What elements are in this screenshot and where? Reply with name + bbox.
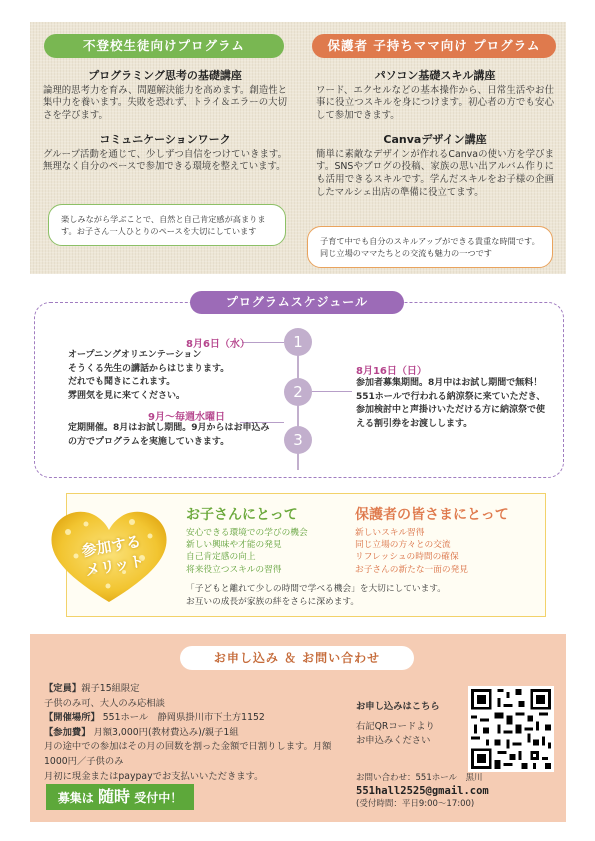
programming-course-text: 論理的思考力を育み、問題解決能力を高めます。創造性と集中力を養います。失敗を恐れず、トライ＆エラーの大切さを学びます。 <box>43 84 287 122</box>
orientation-text: オープニングオリエンテーション そうくる先生の講話からはじまります。 だれでも聞きにこれます。 雰囲気を見に来てください。 <box>68 350 230 401</box>
venue-value: 551ホール 静岡県掛川市下土方1152 <box>99 712 265 724</box>
schedule-title: プログラムスケジュール <box>190 291 404 314</box>
programming-course-title: プログラミング思考の基礎講座 <box>88 69 242 82</box>
recruit-text-a: 募集は <box>57 791 94 805</box>
date-aug-16: 8月16日（日） <box>356 366 427 377</box>
students-program-pill: 不登校生徒向けプログラム <box>44 34 284 58</box>
capacity-sub: 子供のみ可、大人のみ応相談 <box>44 697 165 709</box>
capacity-value: 親子15組限定 <box>81 683 140 694</box>
event-details <box>44 682 334 784</box>
venue-label: 【開催場所】 <box>44 712 100 724</box>
step-1-circle: 1 <box>284 328 312 356</box>
fee-note: 月の途中での参加はその月の回数を割った金額で日割りします。月額1000円／子供のみ 月初に現金またはpaypayでお支払いいただきます。 <box>44 741 332 782</box>
capacity-label: 【定員】 <box>44 683 82 694</box>
merit-badge-line2: メリット <box>83 551 146 580</box>
list-item: 新しいスキル習得 <box>355 528 425 538</box>
list-item: 同じ立場の方々との交流 <box>355 540 451 551</box>
list-item: 新しい興味や才能の発見 <box>186 540 282 551</box>
parents-program-column <box>316 70 554 199</box>
apply-block <box>356 700 440 748</box>
parents-merit-title: 保護者の皆さまにとって <box>355 507 509 523</box>
recruit-badge <box>46 784 194 810</box>
fee-value: 月額3,000円(教材費込み)/親子1組 <box>90 726 239 738</box>
list-item: 自己肯定感の向上 <box>186 552 256 563</box>
students-program-column <box>43 70 287 174</box>
step-2-circle: 2 <box>284 378 312 406</box>
merit-note: 「子どもと離れて少しの時間で学べる機会」を大切にしています。 お互いの成長が家族の絆をさらに深めます。 <box>186 584 446 607</box>
list-item: 将来役立つスキルの習得 <box>186 564 282 575</box>
recruit-text-b: 随時 <box>97 787 130 806</box>
contact-hours: (受付時間：平日9:00～17:00) <box>356 799 475 809</box>
recruitment-period-text: 参加者募集期間。8月中はお試し期間で無料！551ホールで行われる納涼祭に来ていただき、参加検討中と声掛けいただける方に納涼祭で使える割引券をお渡しします。 <box>356 378 546 429</box>
apply-text: 右記QRコードより お申込みください <box>356 721 435 746</box>
recruit-text-c: 受付中！ <box>134 791 183 805</box>
date-aug-6: 8月6日（水） <box>186 339 250 350</box>
communication-work-text: グループ活動を通じて、少しずつ自信をつけていきます。無理なく自分のペースで参加できる環境を整えています。 <box>43 148 287 173</box>
date-september-weekly: 9月～毎週水曜日 <box>148 412 225 423</box>
contact-email[interactable]: 551hall2525@gmail.com <box>356 785 489 797</box>
list-item: リフレッシュの時間の確保 <box>355 552 459 563</box>
students-speech-bubble: 楽しみながら学ぶことで、自然と自己肯定感が高まります。お子さん一人ひとりのペースを大切にしています <box>48 204 286 246</box>
fee-label: 【参加費】 <box>44 726 91 738</box>
apply-title: お申し込みはこちら <box>356 701 440 712</box>
venue-row <box>44 711 334 726</box>
communication-work-title: コミュニケーションワーク <box>99 132 231 146</box>
canva-course-title: Canvaデザイン講座 <box>383 132 487 146</box>
parents-merit-list <box>355 527 468 576</box>
contact-label: お問い合わせ：551ホール 黒川 <box>356 773 483 783</box>
merit-badge-line1: 参加する <box>80 532 143 561</box>
pc-skill-course-text: ワード、エクセルなどの基本操作から、日常生活やお仕事に役立つスキルを身につけます。初心者の方でも安心して参加できます。 <box>316 84 554 122</box>
regular-session-text: 定期開催。8月はお試し期間。9月からはお申込みの方でプログラムを実施していきます。 <box>68 423 270 447</box>
info-title: お申し込み ＆ お問い合わせ <box>180 646 414 670</box>
parents-speech-bubble: 子育て中でも自分のスキルアップができる貴重な時間です。同じ立場のママたちとの交流も魅力の一つです <box>307 226 553 268</box>
capacity-row <box>44 682 334 697</box>
kids-merit-title: お子さんにとって <box>186 507 298 523</box>
list-item: 安心できる環境での学びの機会 <box>186 528 308 538</box>
qr-code-icon[interactable] <box>468 686 554 772</box>
contact-block <box>356 772 489 811</box>
pc-skill-course-title: パソコン基礎スキル講座 <box>374 69 496 82</box>
kids-merit-list <box>186 527 308 576</box>
fee-row <box>44 726 334 741</box>
step-3-circle: 3 <box>284 426 312 454</box>
canva-course-text: 簡単に素敵なデザインが作れるCanvaの使い方を学びます。SNSやブログの投稿、家族の思い出アルバム作りにも活用できるスキルです。学んだスキルをお子様の企画したマルシェ出店の準備に役立てます。 <box>316 148 554 198</box>
step-2-connector <box>312 391 352 392</box>
parents-program-pill: 保護者 子持ちママ向け プログラム <box>312 34 556 58</box>
list-item: お子さんの新たな一面の発見 <box>355 564 468 575</box>
